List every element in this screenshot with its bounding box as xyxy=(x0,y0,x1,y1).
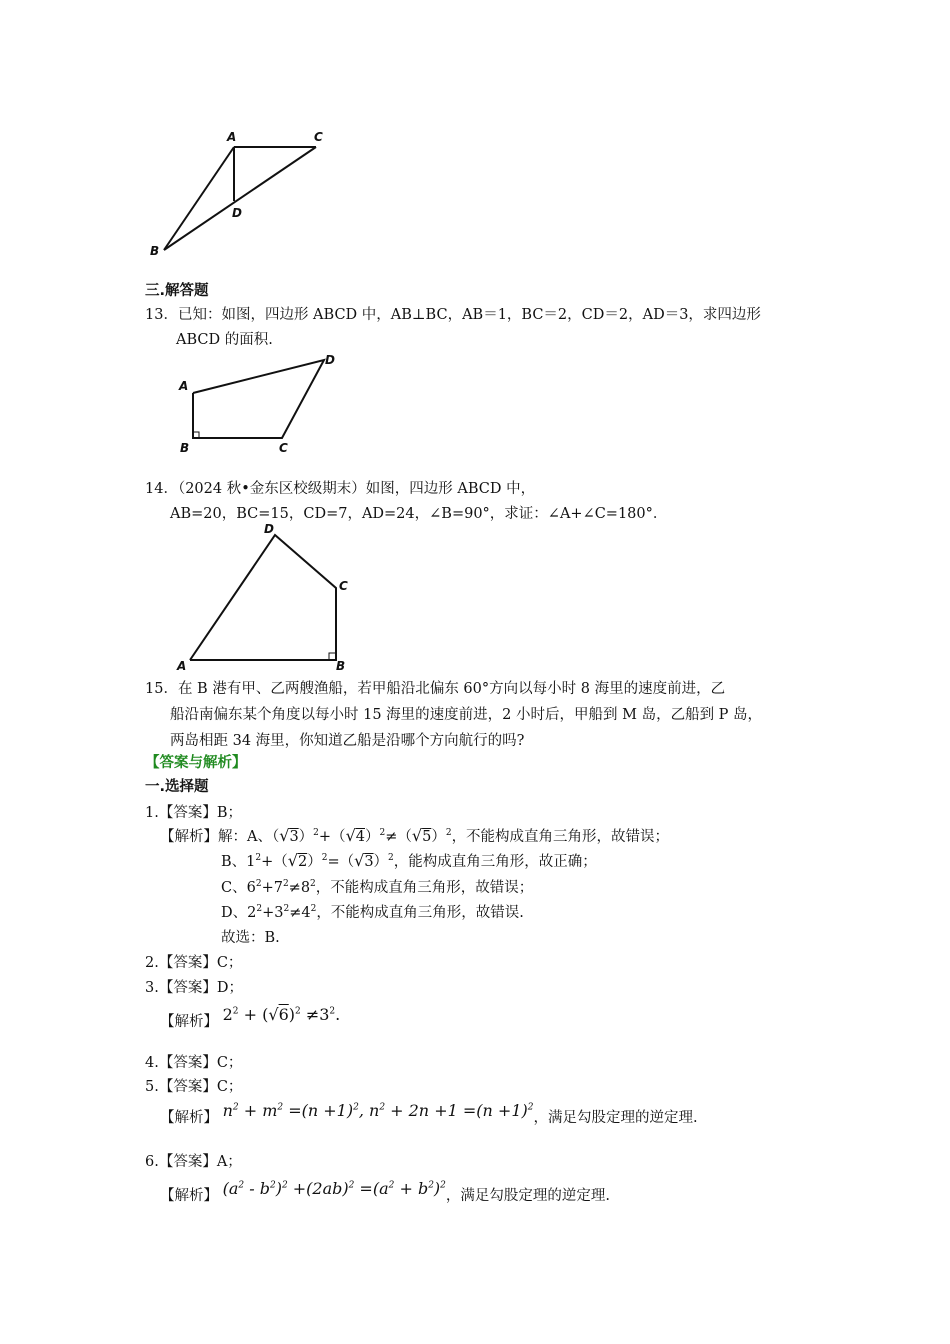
q15-line-2: 船沿南偏东某个角度以每小时 15 海里的速度前进，2 小时后，甲船到 M 岛，乙船到 P 岛， xyxy=(170,707,763,723)
answer-4-head: 4.【答案】C； xyxy=(145,1055,243,1071)
q14-line-1: 14．（2024 秋•金东区校级期末）如图，四边形 ABCD 中， xyxy=(145,481,536,497)
answer-2-head: 2.【答案】C； xyxy=(145,955,243,971)
q13-line-2: ABCD 的面积. xyxy=(176,332,273,348)
answer-5-head: 5.【答案】C； xyxy=(145,1079,243,1095)
label-b: B xyxy=(336,659,346,673)
answer-6-head: 6.【答案】A； xyxy=(145,1154,242,1170)
label-c: C xyxy=(279,441,288,455)
answer-3-head: 3.【答案】D； xyxy=(145,980,243,996)
label-c: C xyxy=(339,579,348,593)
answer-1-head: 1.【答案】B； xyxy=(145,805,242,821)
label-d: D xyxy=(232,206,242,220)
label-d: D xyxy=(325,353,335,367)
label-a: A xyxy=(177,659,187,673)
analysis-label: 【解析】 xyxy=(160,1188,218,1204)
answer-1-choose: 故选：B. xyxy=(221,930,280,946)
answer-6-analysis: 【解析】 $(a^2 - b^2)^2 +(2ab)^2 =(a^2 + b^2)^2$，满足勾股定理的逆定理. xyxy=(160,1179,611,1204)
answer-3-analysis: 【解析】 $2^2 + (√6)^2 \ne 3^2$. xyxy=(160,1005,341,1030)
label-d: D xyxy=(264,522,274,536)
figure-quadrilateral-q14 xyxy=(170,520,370,675)
analysis-label: 【解析】 xyxy=(160,829,218,845)
figure-triangle-abcd-q12 xyxy=(140,125,340,265)
label-b: B xyxy=(180,441,190,455)
section-title-answer-questions: 三.解答题 xyxy=(145,283,209,299)
label-b: B xyxy=(150,244,160,258)
label-a: A xyxy=(179,379,189,393)
q15-line-3: 两岛相距 34 海里，你知道乙船是沿哪个方向航行的吗? xyxy=(170,733,525,749)
analysis-label: 【解析】 xyxy=(160,1110,218,1126)
label-a: A xyxy=(227,130,237,144)
q13-line-1: 13．已知：如图，四边形 ABCD 中，AB⊥BC，AB＝1，BC＝2，CD＝2，AD＝3，求四边形 xyxy=(145,307,761,323)
section-title-multiple-choice: 一.选择题 xyxy=(145,779,209,795)
answer-5-analysis: 【解析】 $n^2 + m^2 =(n +1)^2$, $n^2 + 2n +1 =(n +1)^2$，满足勾股定理的逆定理. xyxy=(160,1101,698,1126)
analysis-label: 【解析】 xyxy=(160,1014,218,1030)
answer-1-line-d: D、$2^2+3^2\ne 4^2$，不能构成直角三角形，故错误. xyxy=(221,904,524,921)
q15-line-1: 15．在 B 港有甲、乙两艘渔船，若甲船沿北偏东 60°方向以每小时 8 海里的速度前进，乙 xyxy=(145,681,726,697)
figure-quadrilateral-q13 xyxy=(170,350,350,460)
answer-1-line-a: 【解析】解：A、$(√3)^2+(√4)^2\ne(√5)^2$，不能构成直角三角形，故错误； xyxy=(160,826,670,845)
answer-1-line-c: C、$6^2+7^2\ne 8^2$，不能构成直角三角形，故错误； xyxy=(221,879,534,896)
answer-1-line-b: B、$1^2+(√2)^2=(√3)^2$，能构成直角三角形，故正确； xyxy=(221,851,597,870)
answers-title: 【答案与解析】 xyxy=(145,755,247,771)
q14-line-2: AB=20，BC=15，CD=7，AD=24，∠B=90°，求证：∠A+∠C=180°． xyxy=(170,506,668,522)
label-c: C xyxy=(314,130,323,144)
